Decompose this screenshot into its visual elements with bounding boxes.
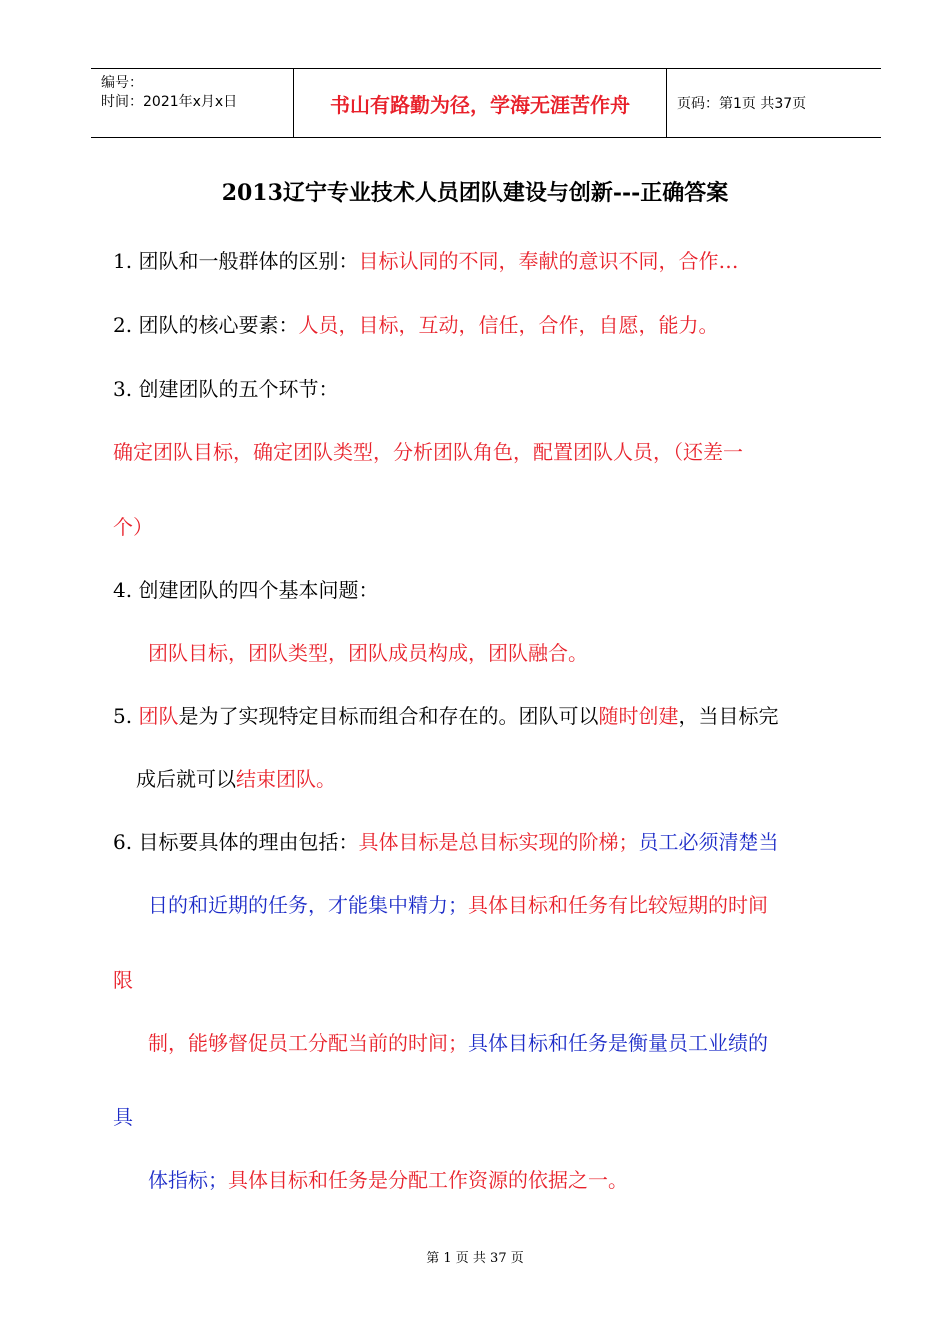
question-6-line-6	[148, 1164, 628, 1193]
doc-number-label: 编号：	[101, 75, 143, 91]
page-title: 2013辽宁专业技术人员团队建设与创新---正确答案	[221, 180, 729, 206]
question-2-answer: 人员，目标，互动，信任，合作，自愿，能力。	[298, 313, 719, 337]
question-6-line-3: 限	[113, 968, 133, 992]
question-5-term-create: 随时创建	[598, 704, 679, 728]
question-5-number: 5.	[113, 704, 139, 728]
question-5-text-3: 成后就可以	[136, 767, 236, 791]
question-2-label: 2. 团队的核心要素：	[113, 313, 299, 337]
question-6-reason-1: 具体目标是总目标实现的阶梯；	[358, 830, 639, 854]
page-footer: 第 1 页 共 37 页	[426, 1251, 524, 1266]
question-3-label: 3. 创建团队的五个环节：	[113, 377, 339, 401]
question-5-term-end: 结束团队。	[236, 767, 336, 791]
question-2	[113, 309, 718, 338]
question-6-line-1	[113, 826, 778, 855]
question-6-reason-4-start: 具体目标和任务是衡量员工业绩的	[468, 1031, 768, 1055]
question-6-reason-3-end: 制，能够督促员工分配当前的时间；	[148, 1031, 468, 1055]
header-meta-cell	[91, 69, 294, 137]
question-6-reason-3-start: 具体目标和任务有比较短期的时间	[468, 893, 768, 917]
question-3-answer-line-1: 确定团队目标，确定团队类型，分析团队角色，配置团队人员，（还差一	[113, 440, 743, 464]
question-6-reason-5: 具体目标和任务是分配工作资源的依据之一。	[228, 1168, 628, 1192]
time-label: 时间：2021年x月x日	[101, 94, 238, 110]
question-3-answer-line-2: 个）	[113, 515, 153, 539]
question-5-line-2	[136, 763, 336, 792]
question-6-reason-2-end: 日的和近期的任务，才能集中精力；	[148, 893, 468, 917]
question-5-text-2: ，当目标完	[678, 704, 779, 728]
question-6-reason-2-start: 员工必须清楚当	[638, 830, 779, 854]
question-6-label: 6. 目标要具体的理由包括：	[113, 830, 359, 854]
question-5-text-1: 是为了实现特定目标而组合和存在的。团队可以	[178, 704, 599, 728]
header-table	[91, 68, 881, 138]
question-5-term-team: 团队	[138, 704, 179, 728]
question-4-label: 4. 创建团队的四个基本问题：	[113, 578, 379, 602]
question-6-line-5: 具	[113, 1105, 133, 1129]
question-1-answer: 目标认同的不同，奉献的意识不同，合作…	[358, 249, 739, 273]
question-5-line-1	[113, 700, 778, 729]
question-6-reason-4-end: 体指标；	[148, 1168, 228, 1192]
question-4-answer: 团队目标，团队类型，团队成员构成，团队融合。	[148, 641, 588, 665]
question-6-line-4	[148, 1027, 768, 1056]
page-info: 页码：第1页 共37页	[677, 96, 807, 112]
question-1	[113, 245, 738, 274]
question-6-line-2	[148, 889, 768, 918]
motto: 书山有路勤为径，学海无涯苦作舟	[294, 69, 667, 137]
question-1-label: 1. 团队和一般群体的区别：	[113, 249, 359, 273]
